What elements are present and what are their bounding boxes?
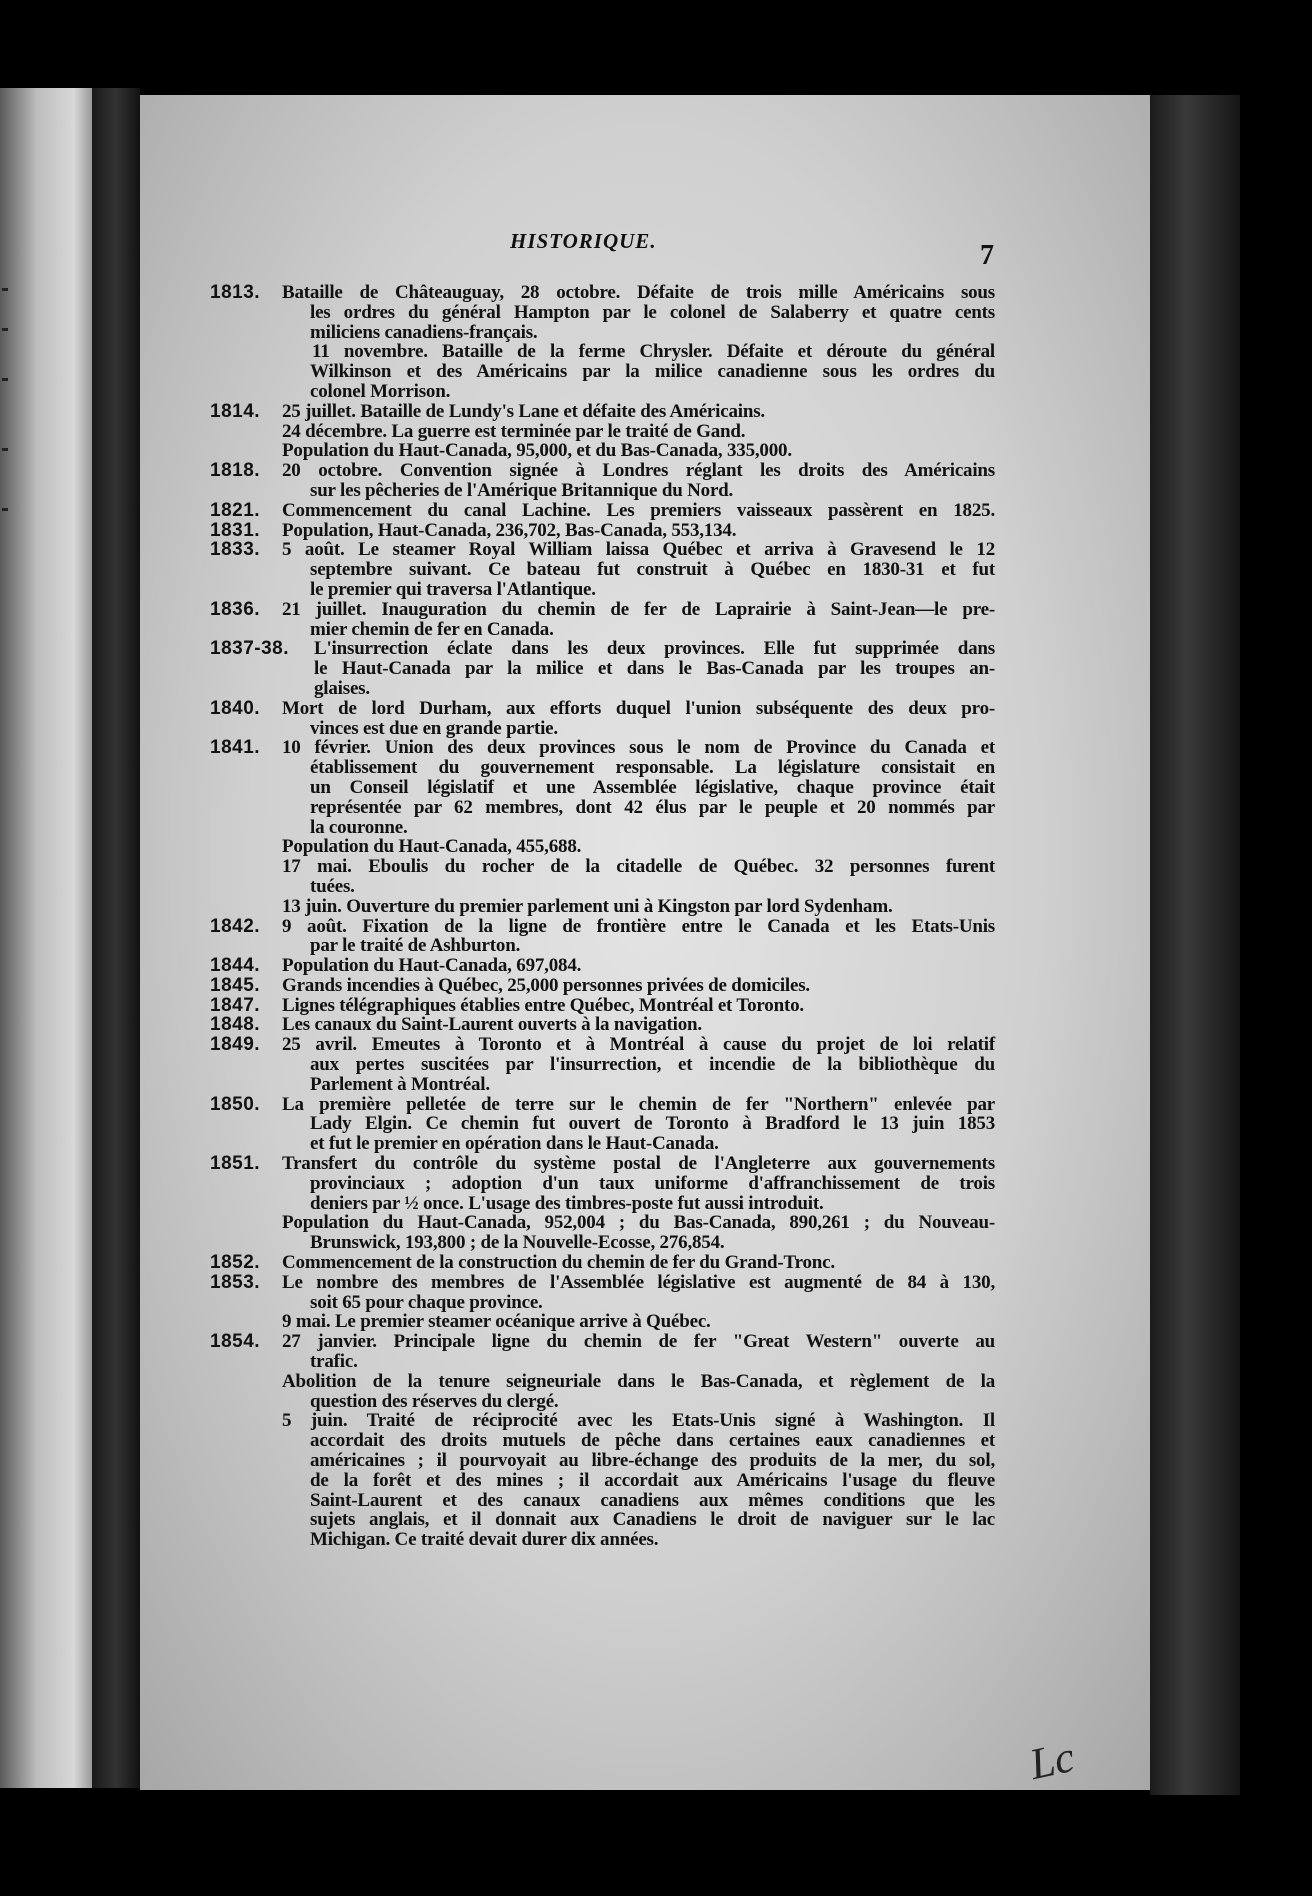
entry-text-line: Parlement à Montréal.	[310, 1073, 490, 1095]
entry-text-line: 25 juillet. Bataille de Lundy's Lane et défaite des Américains.	[282, 400, 765, 422]
chronology-entry	[210, 1253, 995, 1273]
entry-year: 1850.	[210, 1093, 261, 1115]
chronology-entry	[210, 639, 995, 698]
chronology-entry	[210, 1035, 995, 1094]
chronology-entry	[210, 540, 995, 599]
chronology-entry	[210, 996, 995, 1016]
entry-text-line: 10 février. Union des deux provinces sous le nom de Province du Canada et	[282, 737, 995, 759]
entry-text-line: aux pertes suscitées par l'insurrection, et incendie de la bibliothèque du	[310, 1054, 995, 1076]
entry-text-line: établissement du gouvernement responsable. La législature consistait en	[310, 757, 995, 779]
entry-text-line: Bataille de Châteauguay, 28 octobre. Défaite de trois mille Américains sous	[282, 282, 995, 303]
chronology-entry	[210, 917, 995, 957]
entry-text-line: Population du Haut-Canada, 697,084.	[282, 955, 582, 977]
entry-text-line: L'insurrection éclate dans les deux provinces. Elle fut supprimée dans	[314, 638, 995, 660]
entry-text-line: 5 juin. Traité de réciprocité avec les Etats-Unis signé à Washington. Il	[282, 1410, 995, 1432]
entry-text-line: Population, Haut-Canada, 236,702, Bas-Canada, 553,134.	[282, 519, 737, 541]
entry-text-line: Population du Haut-Canada, 95,000, et du Bas-Canada, 335,000.	[282, 440, 792, 462]
entry-year: 1833.	[210, 539, 261, 561]
entry-text-line: le premier qui traversa l'Atlantique.	[310, 578, 596, 600]
entry-text-line: Commencement de la construction du chemin de fer du Grand-Tronc.	[282, 1252, 835, 1274]
entry-text-line: septembre suivant. Ce bateau fut construit à Québec en 1830-31 et fut	[310, 559, 995, 581]
entry-text-line: 25 avril. Emeutes à Toronto et à Montréal à cause du projet de loi relatif	[282, 1034, 995, 1056]
running-title: HISTORIQUE.	[510, 229, 657, 253]
entry-text-line: sujets anglais, et il donnait aux Canadiens le droit de naviguer sur le lac	[310, 1509, 995, 1531]
entry-year: 1845.	[210, 974, 261, 996]
chronology-entry	[210, 1015, 995, 1035]
entry-year: 1831.	[210, 519, 261, 541]
chronology-entry	[210, 699, 995, 739]
entry-text-line: Michigan. Ce traité devait durer dix années.	[310, 1529, 659, 1551]
entry-text-line: de la forêt et des mines ; il accordait aux Américains l'usage du fleuve	[310, 1469, 995, 1491]
entry-text-line: 27 janvier. Principale ligne du chemin de fer "Great Western" ouverte au	[282, 1331, 995, 1353]
entry-text-line: sur les pêcheries de l'Amérique Britannique du Nord.	[310, 479, 734, 501]
facing-page-edge	[0, 88, 92, 1788]
entry-year: 1837-38.	[210, 638, 290, 660]
entry-year: 1848.	[210, 1014, 261, 1036]
margin-mark	[2, 328, 8, 331]
margin-mark	[2, 378, 8, 381]
entry-text-line: Population du Haut-Canada, 952,004 ; du Bas-Canada, 890,261 ; du Nouveau-	[282, 1212, 995, 1234]
entry-text-line: représentée par 62 membres, dont 42 élus par le peuple et 20 nommés par	[310, 796, 995, 818]
book-spine-gutter	[92, 88, 140, 1788]
entry-text-line: par le traité de Ashburton.	[310, 935, 521, 957]
entry-text-line: Wilkinson et des Américains par la milice canadienne sous les ordres du	[310, 361, 995, 383]
chronology-entry	[210, 976, 995, 996]
chronology-entry	[210, 501, 995, 521]
entry-year: 1851.	[210, 1153, 261, 1175]
entry-text-line: 20 octobre. Convention signée à Londres réglant les droits des Américains	[282, 460, 995, 482]
entry-year: 1836.	[210, 598, 261, 620]
entry-text-line: La première pelletée de terre sur le chemin de fer "Northern" enlevée par	[282, 1093, 995, 1115]
chronology-entry	[210, 1332, 995, 1550]
chronology-entry	[210, 956, 995, 976]
chronology-entry	[210, 402, 995, 461]
book-edge	[1150, 95, 1240, 1795]
margin-mark	[2, 448, 8, 451]
entry-text-line: 9 août. Fixation de la ligne de frontière entre le Canada et les Etats-Unis	[282, 915, 995, 937]
entry-year: 1814.	[210, 400, 261, 422]
entry-text-line: provinciaux ; adoption d'un taux uniforme d'affranchissement de trois	[310, 1172, 995, 1194]
entry-text-line: miliciens canadiens-français.	[310, 321, 538, 343]
entry-text-line: 5 août. Le steamer Royal William laissa Québec et arriva à Gravesend le 12	[282, 539, 995, 561]
entry-text-line: les ordres du général Hampton par le colonel de Salaberry et quatre cents	[310, 301, 995, 323]
entry-text-line: mier chemin de fer en Canada.	[310, 618, 554, 640]
entry-text-line: Le nombre des membres de l'Assemblée législative est augmenté de 84 à 130,	[282, 1271, 995, 1293]
entry-text-line: Saint-Laurent et des canaux canadiens aux mêmes conditions que les	[310, 1489, 995, 1511]
entry-year: 1813.	[210, 282, 261, 303]
entry-text-line: un Conseil législatif et une Assemblée législative, chaque province était	[310, 776, 995, 798]
chronology-entry	[210, 1154, 995, 1253]
entry-text-line: trafic.	[310, 1351, 358, 1373]
entry-year: 1821.	[210, 499, 261, 521]
entry-text-line: tuées.	[310, 875, 355, 897]
entry-text-line: Les canaux du Saint-Laurent ouverts à la navigation.	[282, 1014, 702, 1036]
entry-text-line: le Haut-Canada par la milice et dans le Bas-Canada par les troupes an-	[314, 658, 995, 680]
chronology-entry	[210, 600, 995, 640]
entry-text-line: question des réserves du clergé.	[310, 1390, 559, 1412]
margin-mark	[2, 288, 8, 291]
entry-text-line: 11 novembre. Bataille de la ferme Chrysler. Défaite et déroute du général	[312, 341, 995, 363]
page-number: 7	[980, 240, 994, 271]
entry-text-line: vinces est due en grande partie.	[310, 717, 558, 739]
entry-text-line: 17 mai. Eboulis du rocher de la citadelle de Québec. 32 personnes furent	[282, 856, 995, 878]
entry-year: 1818.	[210, 460, 261, 482]
chronology-entry	[210, 283, 995, 402]
entry-text-line: Lignes télégraphiques établies entre Québec, Montréal et Toronto.	[282, 994, 804, 1016]
chronology-entry	[210, 738, 995, 916]
entry-text-line: Grands incendies à Québec, 25,000 personnes privées de domiciles.	[282, 974, 810, 996]
entry-text-line: 24 décembre. La guerre est terminée par le traité de Gand.	[282, 420, 746, 442]
entry-year: 1854.	[210, 1331, 261, 1353]
entry-year: 1840.	[210, 697, 261, 719]
entry-text-line: 13 juin. Ouverture du premier parlement uni à Kingston par lord Sydenham.	[282, 895, 893, 917]
pencil-annotation: Lc	[1025, 1731, 1079, 1790]
chronology-entry	[210, 1273, 995, 1332]
entry-text-line: Transfert du contrôle du système postal de l'Angleterre aux gouvernements	[282, 1153, 995, 1175]
entry-text-line: glaises.	[314, 677, 370, 699]
entry-year: 1847.	[210, 994, 261, 1016]
chronology-list	[210, 283, 995, 1550]
entry-text-line: et fut le premier en opération dans le Haut-Canada.	[310, 1133, 719, 1155]
entry-year: 1842.	[210, 915, 261, 937]
entry-text-line: Abolition de la tenure seigneuriale dans le Bas-Canada, et règlement de la	[282, 1370, 995, 1392]
entry-text-line: américaines ; il pourvoyait au libre-échange des produits de la mer, du sol,	[310, 1450, 995, 1472]
entry-year: 1853.	[210, 1271, 261, 1293]
entry-text-line: la couronne.	[310, 816, 408, 838]
entry-text-line: Population du Haut-Canada, 455,688.	[282, 836, 582, 858]
entry-text-line: Lady Elgin. Ce chemin fut ouvert de Toronto à Bradford le 13 juin 1853	[310, 1113, 995, 1135]
chronology-entry	[210, 1095, 995, 1154]
entry-year: 1844.	[210, 955, 261, 977]
entry-year: 1841.	[210, 737, 261, 759]
entry-text-line: Mort de lord Durham, aux efforts duquel l'union subséquente des deux pro-	[282, 697, 995, 719]
entry-text-line: deniers par ½ once. L'usage des timbres-poste fut aussi introduit.	[310, 1192, 824, 1214]
entry-text-line: accordait des droits mutuels de pêche dans certaines eaux canadiennes et	[310, 1430, 995, 1452]
entry-year: 1849.	[210, 1034, 261, 1056]
chronology-entry	[210, 521, 995, 541]
chronology-entry	[210, 461, 995, 501]
margin-mark	[2, 508, 8, 511]
entry-text-line: soit 65 pour chaque province.	[310, 1291, 543, 1313]
entry-text-line: colonel Morrison.	[310, 380, 451, 402]
entry-text-line: 9 mai. Le premier steamer océanique arrive à Québec.	[282, 1311, 711, 1333]
entry-year: 1852.	[210, 1252, 261, 1274]
entry-text-line: Commencement du canal Lachine. Les premiers vaisseaux passèrent en 1825.	[282, 499, 995, 521]
entry-text-line: 21 juillet. Inauguration du chemin de fer de Laprairie à Saint-Jean—le pre-	[282, 598, 995, 620]
entry-text-line: Brunswick, 193,800 ; de la Nouvelle-Ecosse, 276,854.	[310, 1232, 725, 1254]
